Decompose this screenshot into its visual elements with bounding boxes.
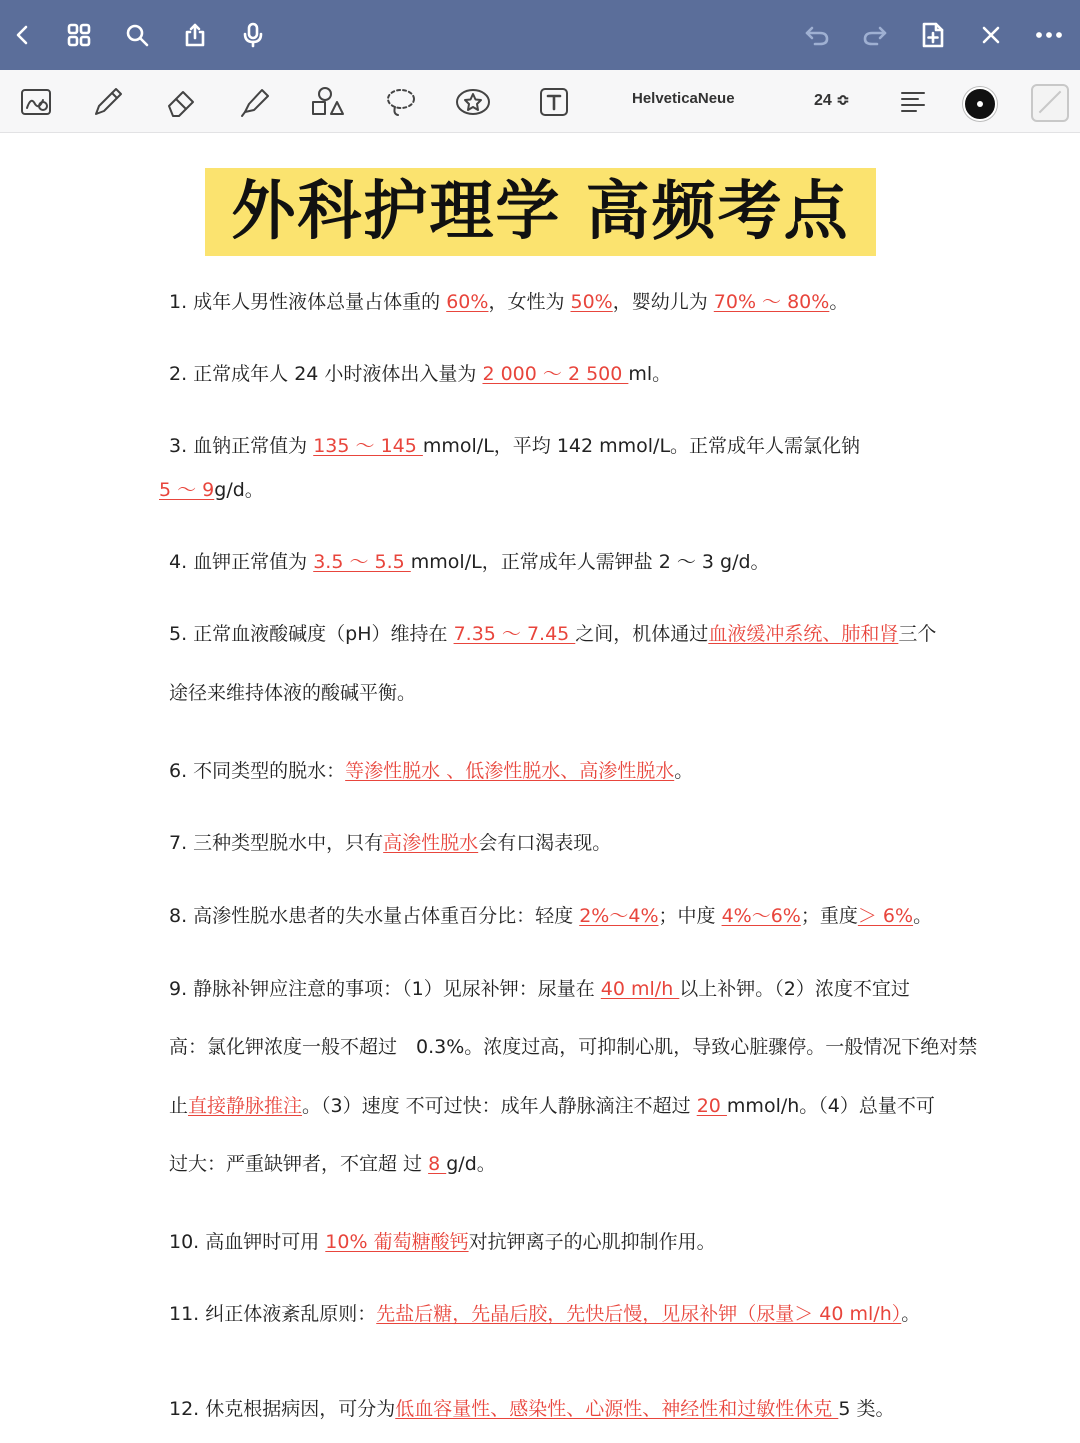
pen-icon[interactable] (88, 82, 128, 122)
list-item-7: 7. 三种类型脱水中，只有高渗性脱水会有口渴表现。 (169, 832, 612, 854)
lasso-icon[interactable] (381, 82, 421, 122)
search-icon[interactable] (120, 18, 154, 52)
list-item-3-cont: 5 ～ 9g/d。 (159, 479, 264, 501)
list-item-1: 1. 成年人男性液体总量占体重的 60%，女性为 50%，婴幼儿为 70% ～ 80%。 (169, 291, 849, 313)
list-item-9-cont-2: 止直接静脉推注。（3）速度 不可过快：成年人静脉滴注不超过 20 mmol/h。（4）总量不可 (169, 1095, 935, 1117)
color-picker[interactable] (963, 87, 997, 121)
mic-icon[interactable] (236, 18, 270, 52)
more-icon[interactable] (1032, 18, 1066, 52)
font-size-selector[interactable]: 24 ≎ (814, 92, 850, 109)
text-tool-icon[interactable] (534, 82, 574, 122)
font-family-selector[interactable]: HelveticaNeue (632, 90, 735, 107)
page-title: 外科护理学 高频考点 (231, 175, 850, 249)
drawing-toolbar (0, 70, 1080, 133)
share-icon[interactable] (178, 18, 212, 52)
shapes-icon[interactable] (307, 82, 347, 122)
grid-icon[interactable] (62, 18, 96, 52)
eraser-icon[interactable] (161, 82, 201, 122)
redo-icon[interactable] (858, 18, 892, 52)
list-item-9: 9. 静脉补钾应注意的事项：（1）见尿补钾：尿量在 40 ml/h 以上补钾。（2）浓度不宜过 (169, 978, 910, 1000)
list-item-6: 6. 不同类型的脱水：等渗性脱水 、低渗性脱水、高渗性脱水。 (169, 760, 694, 782)
list-item-9-cont-1: 高：氯化钾浓度一般不超过 0.3%。浓度过高，可抑制心肌，导致心脏骤停。一般情况下绝对禁 (169, 1036, 978, 1058)
top-navigation-bar (0, 0, 1080, 70)
image-scan-icon[interactable] (16, 82, 56, 122)
add-page-icon[interactable] (916, 18, 950, 52)
close-icon[interactable] (974, 18, 1008, 52)
list-item-5: 5. 正常血液酸碱度（pH）维持在 7.35 ～ 7.45 之间，机体通过血液缓冲系统、肺和肾三个 (169, 623, 937, 645)
undo-icon[interactable] (800, 18, 834, 52)
list-item-8: 8. 高渗性脱水患者的失水量占体重百分比：轻度 2%～4%；中度 4%～6%；重度＞ 6%。 (169, 905, 933, 927)
align-left-icon[interactable] (893, 82, 933, 122)
background-toggle[interactable] (1031, 84, 1069, 122)
list-item-2: 2. 正常成年人 24 小时液体出入量为 2 000 ～ 2 500 ml。 (169, 363, 672, 385)
list-item-5-cont: 途径来维持体液的酸碱平衡。 (169, 682, 417, 704)
list-item-9-cont-3: 过大：严重缺钾者，不宜超 过 8 g/d。 (169, 1153, 496, 1175)
back-icon[interactable] (6, 18, 40, 52)
list-item-11: 11. 纠正体液紊乱原则：先盐后糖，先晶后胶，先快后慢，见尿补钾（尿量＞ 40 ml/h）。 (169, 1303, 921, 1325)
highlighter-icon[interactable] (235, 82, 275, 122)
sticker-icon[interactable] (453, 82, 493, 122)
list-item-3: 3. 血钠正常值为 135 ～ 145 mmol/L，平均 142 mmol/L。正常成年人需氯化钠 (169, 435, 861, 457)
list-item-10: 10. 高血钾时可用 10% 葡萄糖酸钙对抗钾离子的心肌抑制作用。 (169, 1231, 716, 1253)
list-item-12: 12. 休克根据病因，可分为低血容量性、感染性、心源性、神经性和过敏性休克 5 类。 (169, 1398, 895, 1420)
list-item-4: 4. 血钾正常值为 3.5 ～ 5.5 mmol/L，正常成年人需钾盐 2 ～ 3 g/d。 (169, 551, 770, 573)
title-highlight (205, 168, 876, 256)
